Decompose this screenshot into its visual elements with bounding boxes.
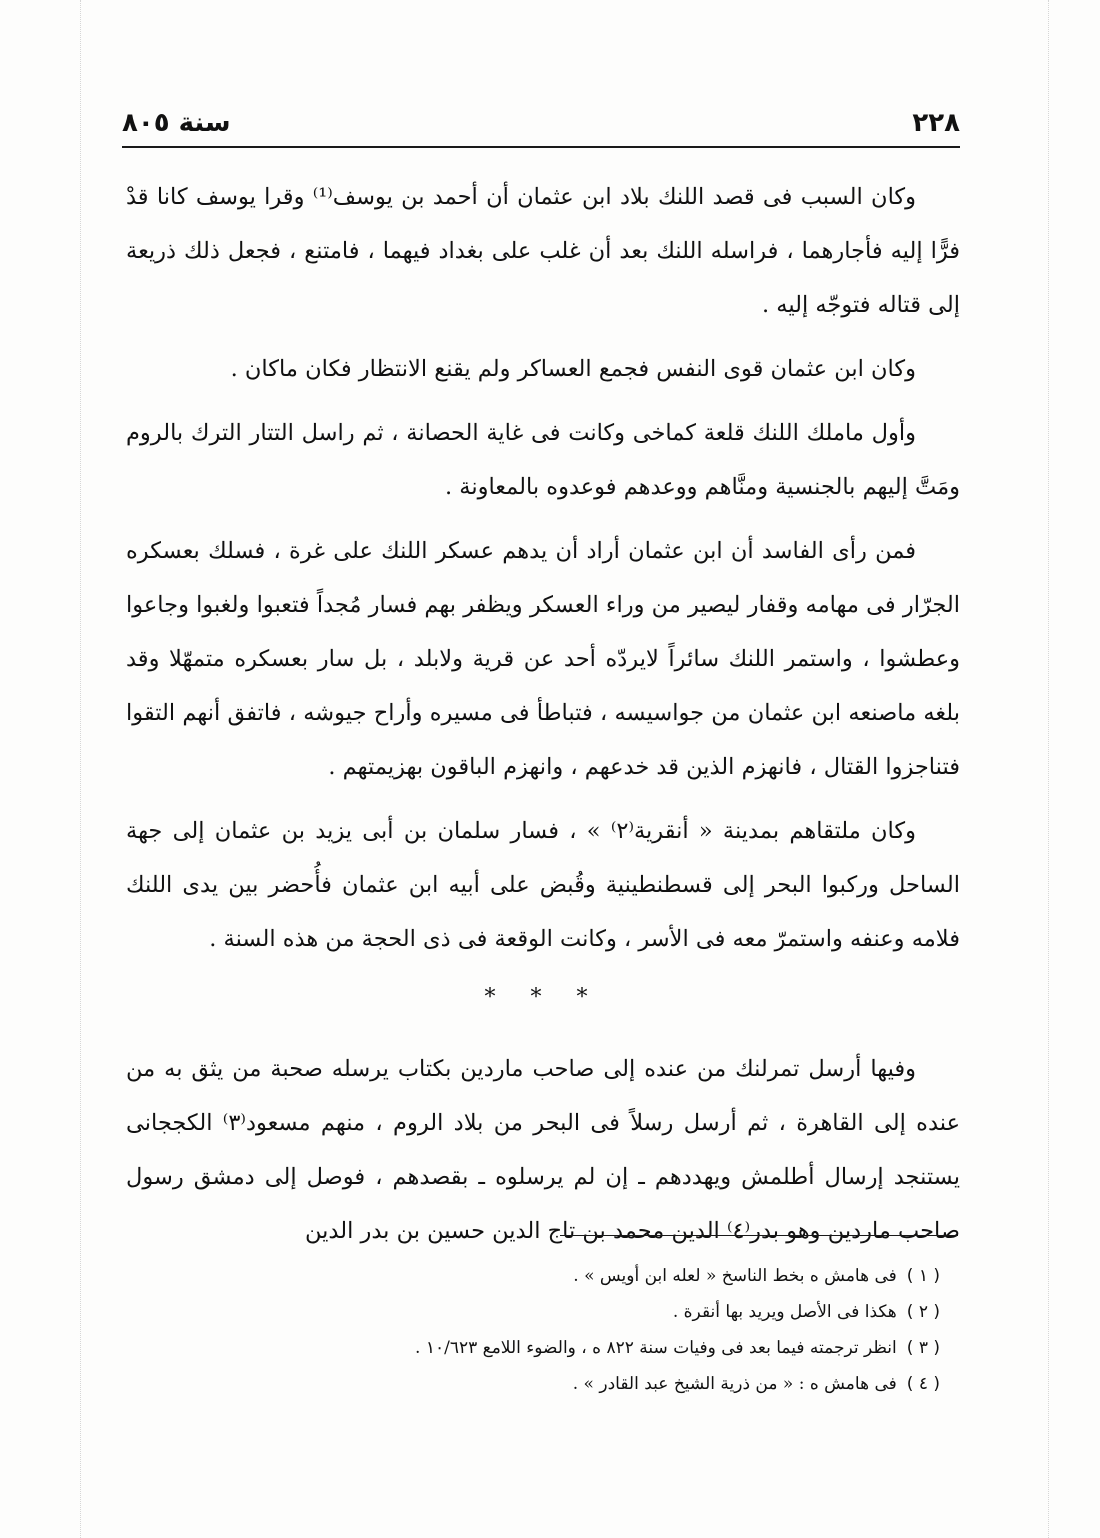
footnote-text: فى هامش ه : « من ذرية الشيخ عبد القادر » .	[572, 1374, 897, 1394]
footnote-text: انظر ترجمته فيما بعد فى وفيات سنة ٨٢٢ ه ، والضوء اللامع ١٠/٦٢٣ .	[415, 1338, 897, 1358]
footnote	[300, 1330, 940, 1366]
section-separator: * * *	[484, 985, 602, 1010]
footnote-rule	[560, 1235, 958, 1236]
paragraph: وأول ماملك اللنك قلعة كماخى وكانت فى غاية الحصانة ، ثم راسل التتار الترك بالروم ومَتَّ إليهم بالجنسية ومنَّاهم ووعدهم فوعدوه بالمعاونة .	[126, 420, 960, 500]
footnote-number: ( ٣ )	[906, 1338, 940, 1358]
paragraph: وفيها أرسل تمرلنك من عنده إلى صاحب ماردين بكتاب يرسله صحبة من يثق به من عنده إلى القاهرة ، ثم أرسل رسلاً فى البحر من بلاد الروم ، منهم مسعود⁽٣⁾ الكججانى يستنجد إرسال أطلمش ويهددهم ـ إن لم يرسلوه ـ بقصدهم ، فوصل إلى دمشق رسول صاحب ماردين وهو بدر⁽٤⁾ الدين محمد بن تاج الدين حسين بن بدر الدين	[126, 1056, 960, 1244]
paragraph: وكان ملتقاهم بمدينة « أنقرية⁽٢⁾ » ، فسار سلمان بن أبى يزيد بن عثمان إلى جهة الساحل وركبوا البحر إلى قسطنطينية وقُبض على أبيه ابن عثمان فأُحضر بين يدى اللنك فلامه وعنفه واستمرّ معه فى الأسر ، وكانت الوقعة فى ذى الحجة من هذه السنة .	[126, 818, 960, 952]
header-rule	[122, 146, 960, 148]
paragraph: وكان ابن عثمان قوى النفس فجمع العساكر ولم يقنع الانتظار فكان ماكان .	[230, 356, 916, 382]
margin-guide-left	[80, 0, 81, 1538]
paragraph: وكان السبب فى قصد اللنك بلاد ابن عثمان أن أحمد بن يوسف⁽¹⁾ وقرا يوسف كانا قدْ فرًّا إليه فأجارهما ، فراسله اللنك بعد أن غلب على بغداد فيهما ، فامتنع ، فجعل ذلك ذريعة إلى قتاله فتوجّه إليه .	[126, 184, 960, 318]
page-header	[122, 92, 960, 138]
footnotes	[300, 1258, 940, 1402]
footnote-number: ( ١ )	[906, 1266, 940, 1286]
main-text	[126, 170, 960, 1268]
footnote-number: ( ٤ )	[906, 1374, 940, 1394]
footnote	[300, 1366, 940, 1402]
footnote	[300, 1294, 940, 1330]
footnote-text: هكذا فى الأصل ويريد بها أنقرة .	[672, 1302, 897, 1322]
footnote-text: فى هامش ه بخط الناسخ « لعله ابن أويس » .	[573, 1266, 897, 1286]
footnote-number: ( ٢ )	[906, 1302, 940, 1322]
page-number: ٢٢٨	[912, 108, 960, 138]
year-title: سنة ٨٠٥	[122, 108, 231, 138]
margin-guide-right	[1048, 0, 1049, 1538]
footnote	[300, 1258, 940, 1294]
paragraph: فمن رأى الفاسد أن ابن عثمان أراد أن يدهم عسكر اللنك على غرة ، فسلك بعسكره الجرّار فى مهامه وقفار ليصير من وراء العسكر ويظفر بهم فسار مُجداً فتعبوا ولغبوا وجاعوا وعطشوا ، واستمر اللنك سائراً لايردّه أحد عن قرية ولابلد ، بل سار بعسكره متمهّلا وقد بلغه ماصنعه ابن عثمان من جواسيسه ، فتباطأ فى مسيره وأراح جيوشه ، فاتفق أنهم التقوا فتناجزوا القتال ، فانهزم الذين قد خدعهم ، وانهزم الباقون بهزيمتهم .	[126, 538, 960, 780]
